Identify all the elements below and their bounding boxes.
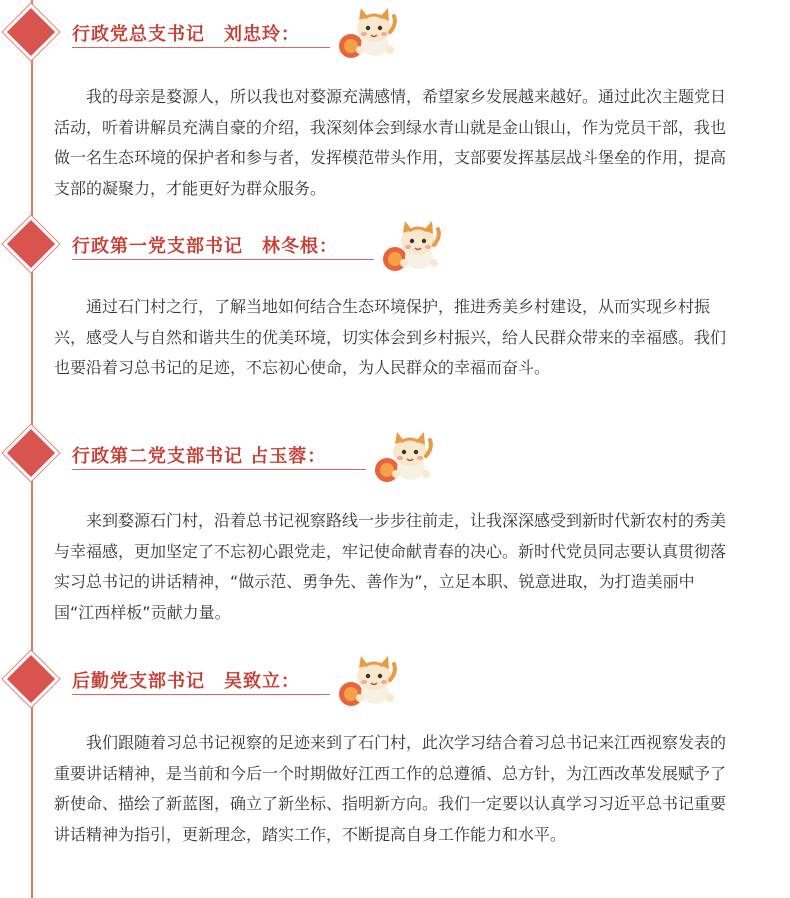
section-3 <box>0 428 790 638</box>
heading-underline <box>72 469 366 470</box>
section-heading: 行政第一党支部书记 林冬根： <box>72 236 338 257</box>
section-heading: 后勤党支部书记 吴致立： <box>72 671 300 692</box>
section-1 <box>0 0 790 205</box>
section-2 <box>0 215 790 415</box>
section-body: 通过石门村之行，了解当地如何结合生态环境保护，推进秀美乡村建设，从而实现乡村振兴，感受人与自然和谐共生的优美环境，切实体会到乡村振兴，给人民群众带来的幸福感。我们也要沿着习总书记的足迹，不忘初心使命，为人民群众的幸福而奋斗。 <box>54 297 727 377</box>
section-heading: 行政第二党支部书记 占玉蓉： <box>72 446 327 467</box>
cat-mascot-icon <box>378 219 442 273</box>
heading-underline <box>72 259 374 260</box>
section-heading: 行政党总支书记 刘忠玲： <box>72 24 300 45</box>
section-body: 我的母亲是婺源人，所以我也对婺源充满感情，希望家乡发展越来越好。通过此次主题党日活动，听着讲解员充满自豪的介绍，我深刻体会到绿水青山就是金山银山，作为党员干部，我也做一名生态环境的保护者和参与者，发挥模范带头作用，支部要发挥基层战斗堡垒的作用，提高支部的凝聚力，才能更好为群众服务。 <box>54 87 727 198</box>
diamond-marker-icon <box>7 8 55 56</box>
cat-mascot-icon <box>334 6 398 60</box>
diamond-marker-icon <box>7 220 55 268</box>
section-body: 来到婺源石门村，沿着总书记视察路线一步步往前走，让我深深感受到新时代新农村的秀美与幸福感，更加坚定了不忘初心跟党走，牢记使命献青春的决心。新时代党员同志要认真贯彻落实习总书记的讲话精神，“做示范、勇争先、善作为”，立足本职、锐意进取，为打造美丽中国“江西样板”贡献力量。 <box>54 511 727 622</box>
diamond-marker-icon <box>7 655 55 703</box>
heading-underline <box>72 694 330 695</box>
section-body: 我们跟随着习总书记视察的足迹来到了石门村，此次学习结合着习总书记来江西视察发表的重要讲话精神，是当前和今后一个时期做好江西工作的总遵循、总方针，为江西改革发展赋予了新使命、描绘了新蓝图，确立了新坐标、指明新方向。我们一定要以认真学习习近平总书记重要讲话精神为指引，更新理念，踏实工作，不断提高自身工作能力和水平。 <box>54 733 727 844</box>
section-4 <box>0 648 790 898</box>
heading-underline <box>72 47 330 48</box>
cat-mascot-icon <box>370 430 434 484</box>
diamond-marker-icon <box>7 429 55 477</box>
cat-mascot-icon <box>334 654 398 708</box>
